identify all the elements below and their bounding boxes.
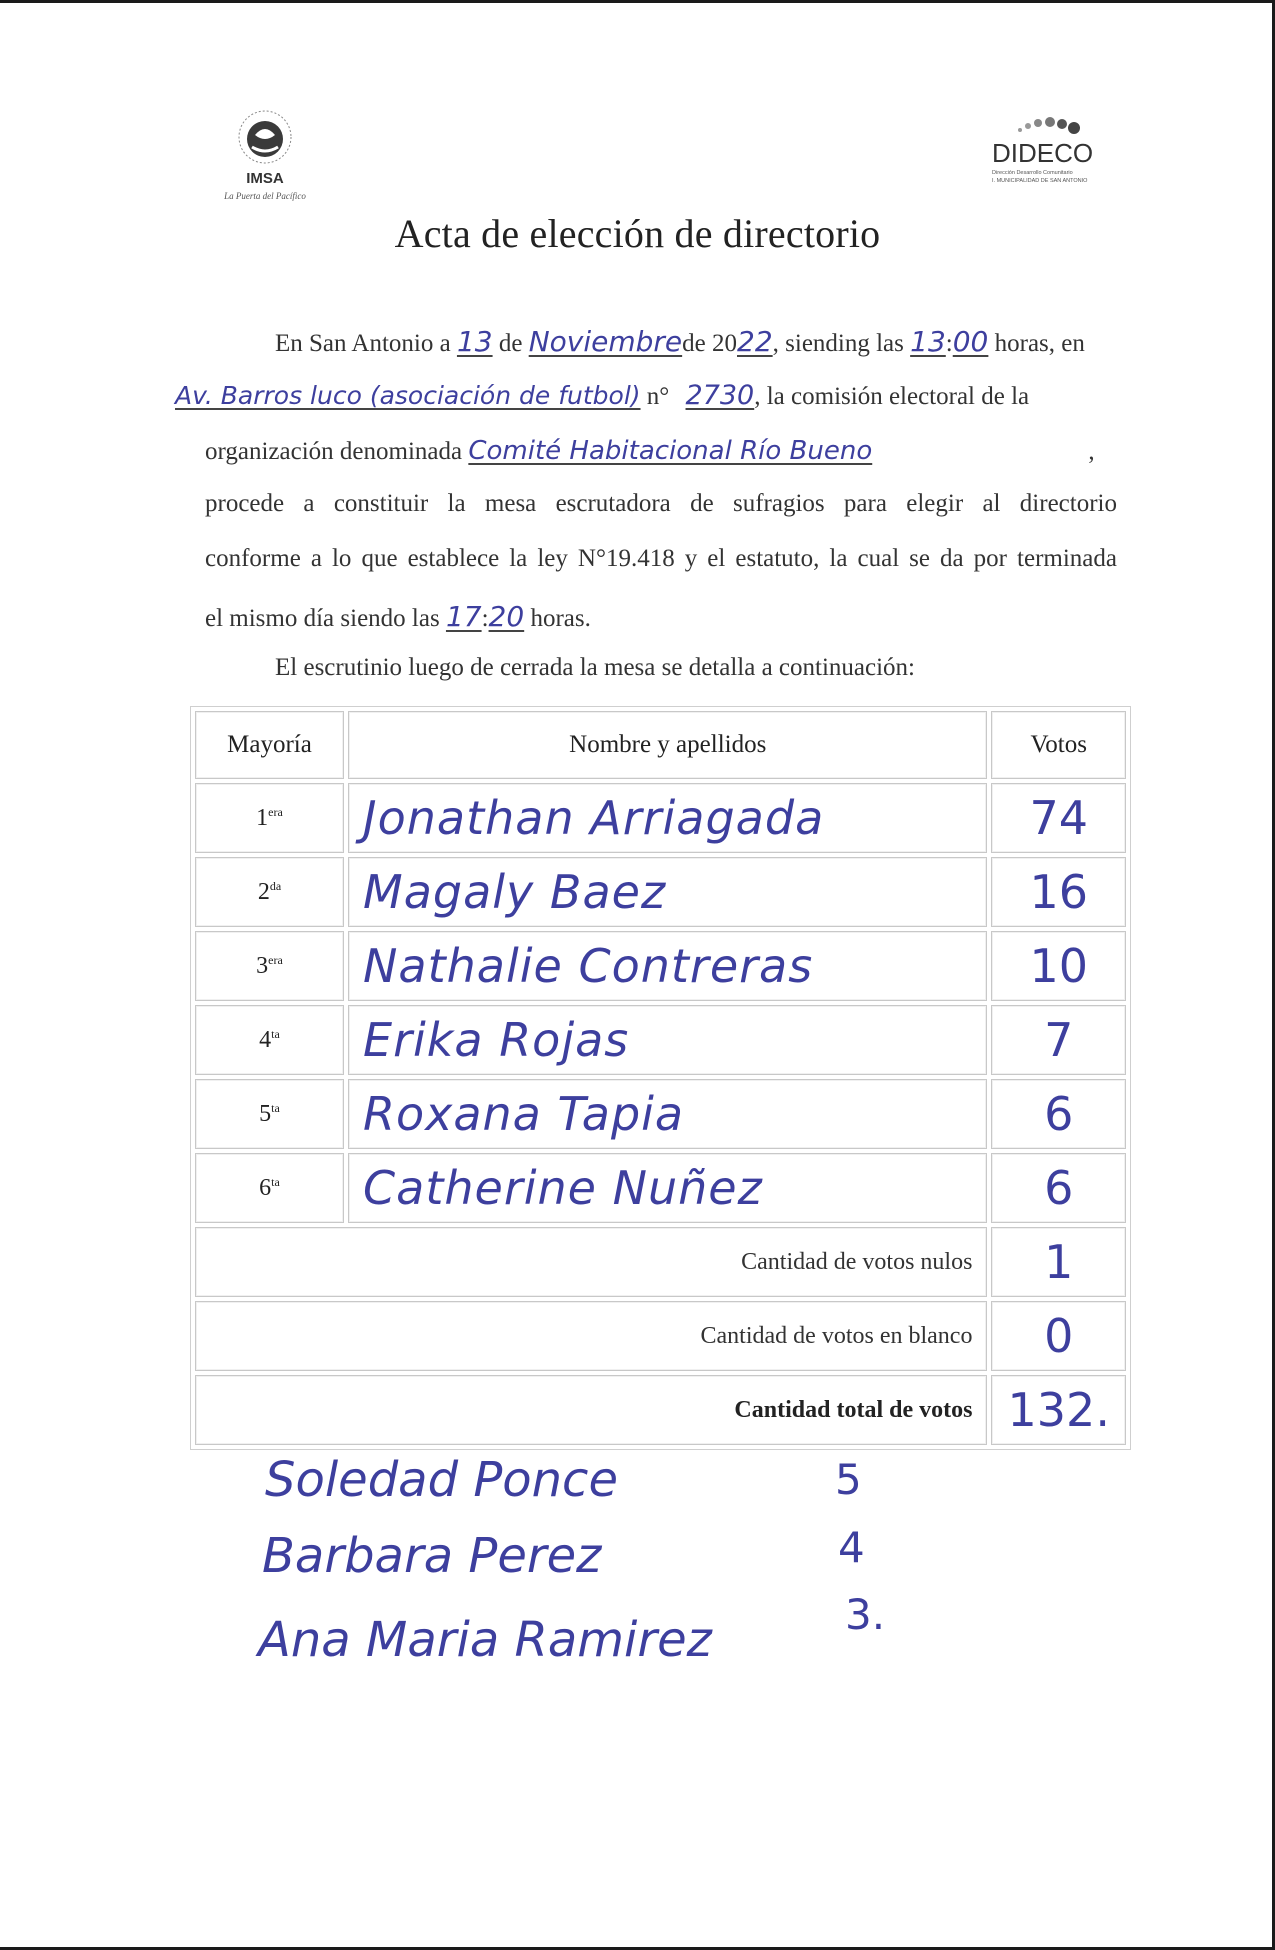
extra-candidate-votes: 3. [845,1590,886,1639]
candidate-name: Roxana Tapia [363,1087,685,1141]
total-votes-label: Cantidad total de votos [195,1375,987,1445]
rank-cell [195,1153,344,1223]
hand-number: 2730 [685,380,755,411]
rank-suffix: era [268,952,283,967]
rank-number: 6 [259,1174,272,1201]
rank-cell [195,1079,344,1149]
rank-number: 1 [256,804,269,831]
extra-candidate-name: Soledad Ponce [265,1452,618,1508]
intro-line-2 [175,380,1117,420]
candidate-name: Jonathan Arriagada [363,791,825,845]
hand-end-hour: 17 [445,600,482,633]
intro-text: de 20 [682,330,737,357]
rank-suffix: da [269,878,282,893]
table-row [195,1153,1126,1223]
candidate-votes: 10 [1029,939,1088,993]
document-title: Acta de elección de directorio [394,211,881,256]
rank-number: 4 [259,1026,272,1053]
header-rank: Mayoría [195,711,344,779]
rank-suffix: ta [271,1174,280,1189]
intro-text: el mismo día siendo las [205,605,440,632]
intro-text: , la comisión electoral de la [754,383,1030,410]
rank-cell [195,1005,344,1075]
dideco-logo-sub1: Dirección Desarrollo Comunitario [992,170,1073,176]
candidate-name: Magaly Baez [363,865,667,919]
extra-candidate-votes: 4 [838,1523,865,1572]
intro-text: horas, en [994,330,1085,357]
intro-line-7: El escrutinio luego de cerrada la mesa se detalla a continuación: [275,654,916,681]
rank-number: 5 [259,1100,272,1127]
hand-month: Noviembre [528,325,683,358]
candidate-votes: 16 [1029,865,1088,919]
null-votes-value: 1 [1044,1235,1074,1289]
intro-colon: : [481,605,489,632]
table-row [195,1079,1126,1149]
imsa-logo-tagline: La Puerta del Pacífico [224,191,306,201]
dideco-logo [990,112,1115,192]
table-row [195,783,1126,853]
table-row [195,931,1126,1001]
candidate-votes: 7 [1044,1013,1074,1067]
extra-candidate-name: Barbara Perez [262,1528,602,1584]
rank-suffix: era [268,804,283,819]
intro-text: de [498,330,523,357]
blank-votes-label: Cantidad de votos en blanco [195,1301,987,1371]
intro-text: horas. [530,605,591,632]
candidate-votes: 6 [1044,1087,1074,1141]
dideco-logo-sub2: I. MUNICIPALIDAD DE SAN ANTONIO [992,178,1088,184]
null-votes-row [195,1227,1126,1297]
header-votes: Votos [991,711,1126,779]
table-row [195,857,1126,927]
header-name: Nombre y apellidos [348,711,987,779]
hand-year: 22 [737,325,773,358]
intro-text: n° [646,383,670,410]
rank-cell [195,857,344,927]
candidate-votes: 6 [1044,1161,1074,1215]
candidate-name: Nathalie Contreras [363,939,814,993]
hand-org-name: Comité Habitacional Río Bueno [468,436,873,466]
intro-line-1 [275,325,1117,365]
rank-cell [195,783,344,853]
page-edge-top [0,0,1275,3]
intro-text: , siending las [772,330,904,357]
intro-line-4: procede a constituir la mesa escrutadora de sufragios para elegir al directorio [205,490,1117,517]
intro-line-5: conforme a lo que establece la ley N°19.418 y el estatuto, la cual se da por terminada [205,545,1117,572]
blank-votes-value: 0 [1044,1309,1074,1363]
votes-table [190,706,1131,1450]
candidate-name: Erika Rojas [363,1013,630,1067]
rank-number: 2 [257,878,270,905]
table-header-row [195,711,1126,779]
candidate-votes: 74 [1029,791,1088,845]
imsa-logo [200,95,330,205]
total-votes-value: 132. [1007,1383,1110,1437]
table-row [195,1005,1126,1075]
intro-text: organización denominada [205,438,463,465]
intro-text: En San Antonio a [275,330,451,357]
total-votes-row [195,1375,1126,1445]
hand-hour: 13 [910,325,946,358]
rank-suffix: ta [271,1100,280,1115]
extra-candidate-votes: 5 [835,1455,862,1504]
candidate-name: Catherine Nuñez [363,1161,763,1215]
hand-street: Av. Barros luco (asociación de futbol) [175,381,641,410]
dideco-logo-text: DIDECO [992,138,1094,168]
intro-line-3 [205,436,1117,476]
rank-number: 3 [256,952,269,979]
imsa-logo-text: IMSA [246,170,284,187]
intro-text: , [1088,438,1095,465]
hand-end-minute: 20 [488,600,525,633]
hand-minute: 00 [952,325,989,358]
intro-line-6 [205,600,1117,640]
rank-cell [195,931,344,1001]
rank-suffix: ta [271,1026,280,1041]
intro-colon: : [945,330,953,357]
null-votes-label: Cantidad de votos nulos [195,1227,987,1297]
hand-day: 13 [456,325,493,358]
extra-candidate-name: Ana Maria Ramirez [258,1612,712,1668]
blank-votes-row [195,1301,1126,1371]
